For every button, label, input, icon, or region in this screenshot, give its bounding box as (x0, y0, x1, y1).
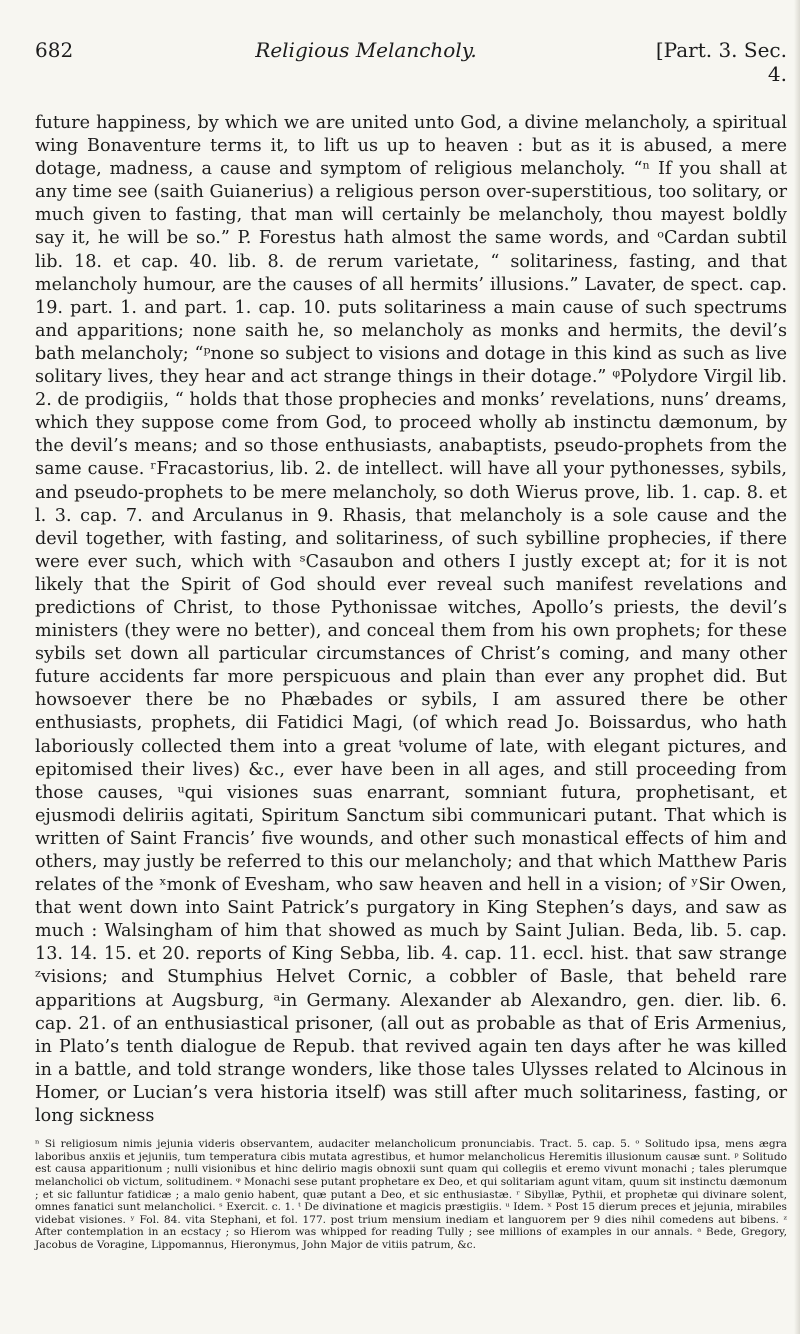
page-edge-shadow (794, 0, 800, 1334)
section-marker: [Part. 3. Sec. 4. (655, 38, 787, 86)
main-text (35, 112, 787, 1128)
running-header (35, 38, 787, 86)
book-page (35, 38, 787, 1251)
footnotes (35, 1138, 787, 1251)
footnote-text: ⁿ Si religiosum nimis jejunia videris observantem, audaciter melancholicum pronunciabis. Tract. 5. cap. 5. ᵒ Solitudo ipsa, mens ægra laboribus anxiis et jejuniis, tum temperatura cibis mutata agrestibus, et humor melancholicus Heremitis illusionum causæ sunt. ᵖ Solitudo est causa apparitionum ; nulli visionibus et hinc delirio magis obnoxii sunt quam qui collegiis et eremo vivunt monachi ; tales plerumque melancholici ob victum, solitudinem. ᵠ Monachi sese putant prophetare ex Deo, et qui solitariam agunt vitam, quum sit instinctu dæmonum ; et sic falluntur fatidicæ ; a malo genio habent, quæ putant a Deo, et sic enthusiastæ. ʳ Sibyllæ, Pythii, et prophetæ qui divinare solent, omnes fanatici sunt melancholici. ˢ Exercit. c. 1. ᵗ De divinatione et magicis præstigiis. ᵘ Idem. ˣ Post 15 dierum preces et jejunia, mirabiles videbat visiones. ʸ Fol. 84. vita Stephani, et fol. 177. post trium mensium inediam et languorem per 9 dies nihil comedens aut bibens. ᶻ After contemplation in an ecstacy ; so Hierom was whipped for reading Tully ; see millions of examples in our annals. ᵃ Bede, Gregory, Jacobus de Voragine, Lippomannus, Hieronymus, John Major de vitiis patrum, &c. (35, 1138, 787, 1251)
body-paragraph: future happiness, by which we are united unto God, a divine melancholy, a spiritual wing Bonaventure terms it, to lift us up to heaven : but as it is abused, a mere dotage, madness, a cause and symptom of religious melancholy. “ⁿ If you shall at any time see (saith Guianerius) a religious person over-superstitious, too solitary, or much given to fasting, that man will certainly be melancholy, thou mayest boldly say it, he will be so.” P. Forestus hath almost the same words, and ᵒCardan subtil lib. 18. et cap. 40. lib. 8. de rerum varietate, “ solitariness, fasting, and that melancholy humour, are the causes of all hermits’ illusions.” Lavater, de spect. cap. 19. part. 1. and part. 1. cap. 10. puts solitariness a main cause of such spectrums and apparitions; none saith he, so melancholy as monks and hermits, the devil’s bath melancholy; “ᵖnone so subject to visions and dotage in this kind as such as live solitary lives, they hear and act strange things in their dotage.” ᵠPolydore Virgil lib. 2. de prodigiis, “ holds that those prophecies and monks’ revelations, nuns’ dreams, which they suppose come from God, to proceed wholly ab instinctu dæmonum, by the devil’s means; and so those enthusiasts, anabaptists, pseudo-prophets from the same cause. ʳFracastorius, lib. 2. de intellect. will have all your pythonesses, sybils, and pseudo-prophets to be mere melancholy, so doth Wierus prove, lib. 1. cap. 8. et l. 3. cap. 7. and Arculanus in 9. Rhasis, that melancholy is a sole cause and the devil together, with fasting, and solitariness, of such sybilline prophecies, if there were ever such, which with ˢCasaubon and others I justly except at; for it is not likely that the Spirit of God should ever reveal such manifest revelations and predictions of Christ, to those Pythonissae witches, Apollo’s priests, the devil’s ministers (they were no better), and conceal them from his own prophets; for these sybils set down all particular circumstances of Christ’s coming, and many other future accidents far more perspicuous and plain than ever any prophet did. But howsoever there be no Phæbades or sybils, I am assured there be other enthusiasts, prophets, dii Fatidici Magi, (of which read Jo. Boissardus, who hath laboriously collected them into a great ᵗvolume of late, with elegant pictures, and epitomised their lives) &c., ever have been in all ages, and still proceeding from those causes, ᵘqui visiones suas enarrant, somniant futura, prophetisant, et ejusmodi deliriis agitati, Spiritum Sanctum sibi communicari putant. That which is written of Saint Francis’ five wounds, and other such monastical effects of him and others, may justly be referred to this our melancholy; and that which Matthew Paris relates of the ˣmonk of Evesham, who saw heaven and hell in a vision; of ʸSir Owen, that went down into Saint Patrick’s purgatory in King Stephen’s days, and saw as much : Walsingham of him that showed as much by Saint Julian. Beda, lib. 5. cap. 13. 14. 15. et 20. reports of King Sebba, lib. 4. cap. 11. eccl. hist. that saw strange ᶻvisions; and Stumphius Helvet Cornic, a cobbler of Basle, that beheld rare apparitions at Augsburg, ᵃin Germany. Alexander ab Alexandro, gen. dier. lib. 6. cap. 21. of an enthusiastical prisoner, (all out as probable as that of Eris Armenius, in Plato’s tenth dialogue de Repub. that revived again ten days after he was killed in a battle, and told strange wonders, like those tales Ulysses related to Alcinous in Homer, or Lucian’s vera historia itself) was still after much solitariness, fasting, or long sickness (35, 113, 787, 1127)
running-title: Religious Melancholy. (255, 38, 477, 62)
page-number: 682 (35, 38, 74, 62)
